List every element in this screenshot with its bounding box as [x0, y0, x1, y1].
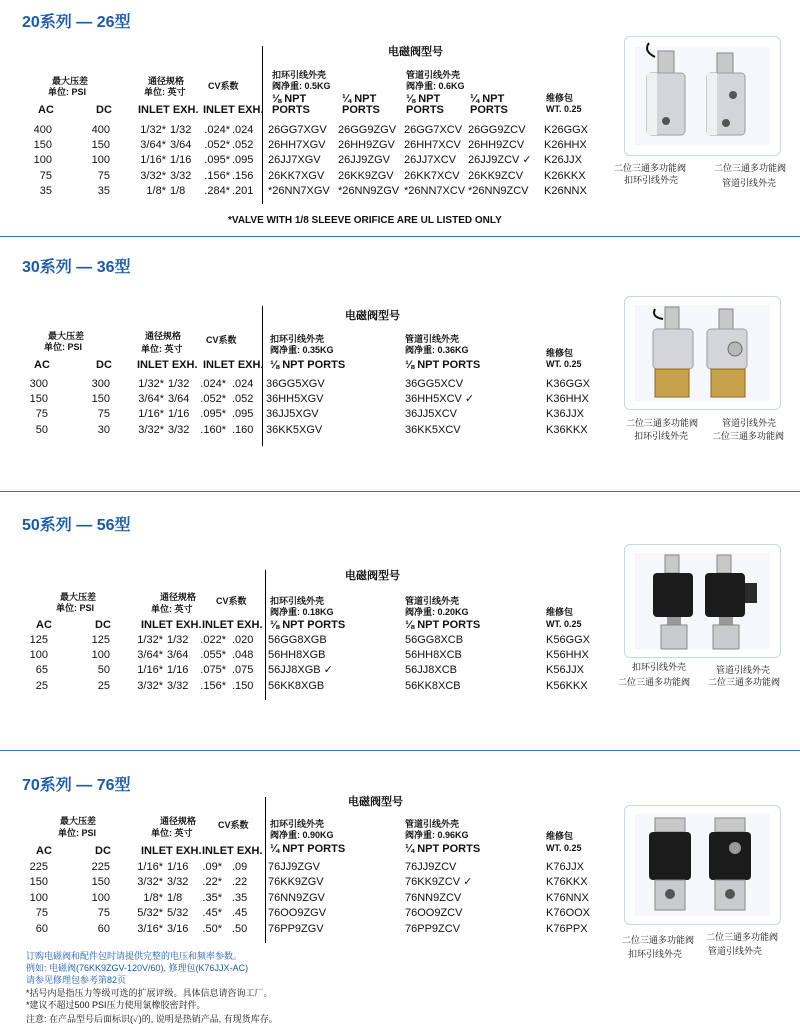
table-cell: 75 [97, 169, 110, 182]
table-cell: .150 [232, 679, 254, 692]
table-cell: K26GGX [544, 124, 589, 136]
table-cell: 26HH9ZCV [468, 139, 525, 152]
table-cell: 1/32* [137, 634, 163, 646]
table-cell: 26KK9ZCV [468, 169, 524, 182]
kit-label: 维修包 [546, 607, 574, 617]
table-cell: 26GG9ZCV [468, 124, 526, 136]
valve-photo [624, 544, 781, 658]
footer-note: 例如: 电磁阀(76KK9ZGV-120V/60), 修理包(K76JJX-AC) [26, 963, 249, 973]
table-cell: .09 [232, 861, 248, 873]
table-cell: 76NN9ZGV [268, 891, 325, 904]
photo-caption: 二位三通多功能阀 [712, 431, 785, 441]
table-cell: .35* [202, 891, 222, 904]
table-cell: 3/32* [137, 679, 163, 692]
cv-label: CV系数 [208, 81, 239, 91]
table-cell: 36GG5XGV [266, 378, 325, 390]
table-cell: 56JJ8XCB [405, 664, 457, 677]
table-cell: 3/16* [137, 922, 163, 935]
max-pressure-label: 最大压差 [60, 816, 97, 826]
table-cell: 26HH9ZGV [338, 139, 395, 152]
table-cell: 225 [29, 861, 48, 873]
port-unit-label: 单位: 英寸 [151, 604, 193, 614]
table-cell: 3/32* [137, 876, 163, 889]
table-cell: K56KKX [546, 679, 588, 692]
colA-weight: 阀净重: 0.35KG [270, 345, 334, 355]
table-cell: 100 [91, 649, 110, 662]
dc-header: DC [95, 619, 111, 631]
table-cell: K76OOX [546, 907, 591, 920]
table-cell: 26KK7XGV [268, 169, 325, 182]
table-cell: 76KK9ZGV [268, 876, 324, 889]
table-cell: 76KK9ZCV ✓ [405, 876, 473, 889]
table-cell: .052* [200, 393, 226, 406]
table-cell: 56GG8XCB [405, 634, 464, 646]
table-cell: 25 [35, 679, 48, 692]
table-cell: 1/16 [167, 664, 189, 677]
kit-label: 维修包 [546, 831, 574, 841]
dc-header: DC [96, 104, 112, 116]
kit-weight: WT. 0.25 [546, 104, 582, 114]
table-cell: 26JJ7XCV [404, 154, 456, 167]
section-separator [0, 750, 800, 751]
colC-ports: ⅛ NPT PORTS [405, 619, 481, 631]
port-spec-label: 通径规格 [148, 76, 185, 86]
footer-note: 订购电磁阀和配件包时请提供完整的电压和频率参数。 [26, 951, 243, 961]
port-spec-label: 通径规格 [145, 331, 182, 341]
ac-header: AC [36, 619, 52, 631]
table-cell: 25 [97, 679, 110, 692]
photo-caption: 二位三通多功能阀 [618, 677, 691, 687]
table-cell: .052* [204, 139, 230, 152]
table-cell: 100 [91, 891, 110, 904]
kit-label: 维修包 [546, 348, 574, 358]
table-cell: 35 [39, 184, 52, 197]
photo-caption: 管道引线外壳 [708, 946, 763, 956]
table-cell: K76NNX [546, 891, 589, 904]
table-cell: .22* [202, 876, 222, 889]
table-cell: 1/32 [167, 634, 189, 646]
ac-header: AC [36, 845, 52, 857]
table-cell: 56GG8XGB [268, 634, 327, 646]
table-cell: .024 [232, 378, 254, 390]
table-cell: K56HHX [546, 649, 589, 662]
table-cell: 3/32* [140, 169, 166, 182]
colD-ports: PORTS [470, 104, 508, 116]
table-cell: 1/32 [170, 124, 192, 136]
table-cell: 150 [29, 393, 48, 406]
table-cell: .22 [232, 876, 248, 889]
colC-label: 管道引线外壳 [405, 596, 460, 606]
max-pressure-label: 最大压差 [48, 331, 85, 341]
kit-label: 维修包 [546, 93, 574, 103]
table-cell: .052 [232, 139, 254, 152]
table-cell: 56KK8XGB [268, 679, 325, 692]
table-cell: 56KK8XCB [405, 679, 461, 692]
table-cell: 150 [33, 139, 52, 152]
table-cell: .095 [232, 154, 254, 167]
table-cell: 75 [97, 408, 110, 421]
footer-note: 请参见修理包参考第82页 [26, 975, 127, 985]
table-cell: 36JJ5XCV [405, 408, 457, 421]
colA-ports: PORTS [272, 104, 310, 116]
max-pressure-label: 最大压差 [52, 76, 89, 86]
table-cell: 100 [33, 154, 52, 167]
table-cell: 150 [29, 876, 48, 889]
table-divider [265, 570, 266, 700]
ac-header: AC [38, 104, 54, 116]
table-cell: 76OO9ZGV [268, 907, 327, 920]
colA-label: 扣环引线外壳 [272, 70, 327, 80]
photo-caption: 二位三通多功能阀 [626, 418, 699, 428]
table-cell: .048 [232, 649, 254, 662]
unit-label: 单位: PSI [56, 603, 95, 613]
photo-caption: 二位三通多功能阀 [622, 935, 695, 945]
table-cell: .156 [232, 169, 254, 182]
table-cell: K56GGX [546, 634, 591, 646]
valve-photo [624, 805, 781, 925]
colC-weight: 阀净重: 0.36KG [405, 345, 469, 355]
colC-ports: ¼ NPT PORTS [405, 843, 481, 855]
table-cell: 100 [91, 154, 110, 167]
table-cell: 3/64 [170, 139, 192, 152]
table-cell: 3/64* [140, 139, 166, 152]
table-cell: .075* [200, 664, 226, 677]
table-cell: K56JJX [546, 664, 584, 677]
colA-ports: ⅛ NPT [272, 93, 307, 105]
table-cell: K36HHX [546, 393, 589, 406]
table-cell: 26KK7XCV [404, 169, 460, 182]
table-cell: 1/16* [138, 408, 164, 421]
section-title-50: 50系列 — 56型 [22, 517, 131, 534]
table-cell: 100 [29, 649, 48, 662]
table-cell: 3/32* [138, 423, 164, 436]
table-cell: K26KKX [544, 169, 586, 182]
colA-label: 扣环引线外壳 [270, 596, 325, 606]
table-divider [262, 46, 263, 204]
table-cell: .160 [232, 423, 254, 436]
colC-label: 管道引线外壳 [405, 819, 460, 829]
table-cell: K36KKX [546, 423, 588, 436]
colA-ports: ⅛ NPT PORTS [270, 359, 346, 371]
table-cell: 76PP9ZCV [405, 922, 461, 935]
table-cell: 36HH5XCV ✓ [405, 393, 475, 406]
colC-weight: 阀净重: 0.6KG [406, 81, 465, 91]
table-cell: 75 [39, 169, 52, 182]
inlet-exh-header: INLET EXH. [141, 845, 202, 857]
table-cell: 150 [91, 139, 110, 152]
table-cell: 26JJ7XGV [268, 154, 321, 167]
table-cell: 36JJ5XGV [266, 408, 319, 421]
cv-label: CV系数 [216, 596, 247, 606]
table-cell: K26HHX [544, 139, 587, 152]
table-cell: 26JJ9ZGV [338, 154, 390, 167]
table-divider [265, 797, 266, 943]
table-cell: 100 [29, 891, 48, 904]
table-cell: .156* [204, 169, 230, 182]
table-cell: 76PP9ZGV [268, 922, 324, 935]
table-cell: 1/32 [168, 378, 190, 390]
table-cell: 5/32 [167, 907, 189, 920]
table-cell: 75 [35, 408, 48, 421]
table-divider [262, 306, 263, 446]
cv-label: CV系数 [206, 335, 237, 345]
photo-caption: 扣环引线外壳 [632, 662, 687, 672]
photo-caption: 二位三通多功能阀 [614, 163, 687, 173]
table-cell: .50* [202, 922, 222, 935]
inlet-exh-header: INLET EXH. [138, 104, 199, 116]
table-cell: 150 [91, 393, 110, 406]
table-cell: 1/32* [140, 124, 166, 136]
model-title: 电磁阀型号 [345, 570, 400, 582]
table-cell: 50 [35, 423, 48, 436]
table-cell: .055* [200, 649, 226, 662]
port-unit-label: 单位: 英寸 [141, 344, 183, 354]
table-cell: K26JJX [544, 154, 582, 167]
table-cell: 35 [97, 184, 110, 197]
table-cell: 75 [35, 907, 48, 920]
table-cell: 125 [91, 634, 110, 646]
table-cell: 3/32 [170, 169, 192, 182]
colA-label: 扣环引线外壳 [270, 334, 325, 344]
table-cell: .052 [232, 393, 254, 406]
dc-header: DC [95, 845, 111, 857]
table-cell: K76KKX [546, 876, 588, 889]
table-cell: 30 [97, 423, 110, 436]
table-cell: 76OO9ZCV [405, 907, 463, 920]
table-cell: 1/8* [146, 184, 166, 197]
port-unit-label: 单位: 英寸 [151, 828, 193, 838]
colA-weight: 阀净重: 0.90KG [270, 830, 334, 840]
unit-label: 单位: PSI [48, 87, 87, 97]
model-title: 电磁阀型号 [348, 796, 403, 808]
table-cell: 3/64 [167, 649, 189, 662]
table-cell: .50 [232, 922, 248, 935]
table-cell: 56HH8XCB [405, 649, 462, 662]
unit-label: 单位: PSI [58, 828, 97, 838]
model-title: 电磁阀型号 [345, 310, 400, 322]
port-spec-label: 通径规格 [160, 816, 197, 826]
valve-photo [624, 36, 781, 156]
table-cell: 26KK9ZGV [338, 169, 394, 182]
table-cell: K76JJX [546, 861, 584, 873]
colD-ports: ¼ NPT [470, 93, 505, 105]
kit-weight: WT. 0.25 [546, 619, 582, 629]
ul-note: *VALVE WITH 1/8 SLEEVE ORIFICE ARE UL LISTED ONLY [228, 215, 502, 226]
ac-header: AC [34, 359, 50, 371]
valve-photo [624, 296, 781, 410]
colA-label: 扣环引线外壳 [270, 819, 325, 829]
kit-weight: WT. 0.25 [546, 359, 582, 369]
inlet-exh-header: INLET EXH. [141, 619, 202, 631]
model-title: 电磁阀型号 [388, 46, 443, 58]
table-cell: 60 [97, 922, 110, 935]
table-cell: 300 [91, 378, 110, 390]
section-separator [0, 236, 800, 237]
colC-label: 管道引线外壳 [406, 70, 461, 80]
colC-ports: PORTS [406, 104, 444, 116]
table-cell: *26NN9ZGV [338, 184, 400, 197]
colC-ports: ⅛ NPT [406, 93, 441, 105]
colB-ports: ¼ NPT [342, 93, 377, 105]
dc-header: DC [96, 359, 112, 371]
photo-caption: 扣环引线外壳 [624, 175, 679, 185]
table-cell: 76JJ9ZGV [268, 861, 320, 873]
section-title-70: 70系列 — 76型 [22, 777, 131, 794]
table-cell: 50 [97, 664, 110, 677]
table-cell: .45* [202, 907, 222, 920]
table-cell: .095 [232, 408, 254, 421]
photo-caption: 管道引线外壳 [716, 665, 771, 675]
table-cell: .024* [204, 124, 230, 136]
table-cell: 300 [29, 378, 48, 390]
cv-inlet-exh-header: INLET EXH. [203, 104, 264, 116]
table-cell: 75 [97, 907, 110, 920]
table-cell: 60 [35, 922, 48, 935]
table-cell: 400 [91, 124, 110, 136]
table-cell: 26JJ9ZCV ✓ [468, 154, 532, 167]
table-cell: 225 [91, 861, 110, 873]
section-title-30: 30系列 — 36型 [22, 259, 131, 276]
colA-ports: ¼ NPT PORTS [270, 843, 346, 855]
table-cell: 36KK5XGV [266, 423, 323, 436]
table-cell: 3/16 [167, 922, 189, 935]
colC-label: 管道引线外壳 [405, 334, 460, 344]
footer-note: *括号内是指压力等级可选的扩展评级。具体信息请咨询工厂。 [26, 988, 273, 998]
table-cell: 1/16* [137, 664, 163, 677]
table-cell: K26NNX [544, 184, 587, 197]
kit-weight: WT. 0.25 [546, 843, 582, 853]
table-cell: 26HH7XCV [404, 139, 461, 152]
photo-caption: 二位三通多功能阀 [714, 163, 787, 173]
table-cell: 400 [33, 124, 52, 136]
table-cell: 1/16 [167, 861, 189, 873]
section-title-20: 20系列 — 26型 [22, 14, 131, 31]
table-cell: 1/32* [138, 378, 164, 390]
colB-ports: PORTS [342, 104, 380, 116]
port-unit-label: 单位: 英寸 [144, 87, 186, 97]
photo-caption: 管道引线外壳 [722, 178, 777, 188]
table-cell: 3/32 [168, 423, 190, 436]
table-cell: .45 [232, 907, 248, 920]
table-cell: 5/32* [137, 907, 163, 920]
table-cell: 1/16 [168, 408, 190, 421]
port-spec-label: 通径规格 [160, 592, 197, 602]
photo-caption: 扣环引线外壳 [634, 431, 689, 441]
table-cell: .095* [200, 408, 226, 421]
table-cell: .022* [200, 634, 226, 646]
table-cell: K36JJX [546, 408, 584, 421]
table-cell: 3/32 [167, 679, 189, 692]
table-cell: 76NN9ZCV [405, 891, 462, 904]
table-cell: 1/16* [140, 154, 166, 167]
table-cell: 3/64 [168, 393, 190, 406]
section-separator [0, 491, 800, 492]
table-cell: 3/32 [167, 876, 189, 889]
cv-label: CV系数 [218, 820, 249, 830]
table-cell: 3/64* [138, 393, 164, 406]
table-cell: 36GG5XCV [405, 378, 464, 390]
table-cell: 1/16 [170, 154, 192, 167]
photo-caption: 二位三通多功能阀 [708, 677, 781, 687]
photo-caption: 管道引线外壳 [722, 418, 777, 428]
photo-caption: 二位三通多功能阀 [706, 932, 779, 942]
table-cell: *26NN9ZCV [468, 184, 529, 197]
table-cell: 1/8 [170, 184, 186, 197]
table-cell: 26GG7XGV [268, 124, 327, 136]
table-cell: .201 [232, 184, 254, 197]
table-cell: K76PPX [546, 922, 588, 935]
table-cell: K36GGX [546, 378, 591, 390]
table-cell: .160* [200, 423, 226, 436]
table-cell: 26HH7XGV [268, 139, 326, 152]
table-cell: 36HH5XGV [266, 393, 324, 406]
colA-weight: 阀净重: 0.5KG [272, 81, 331, 91]
table-cell: .09* [202, 861, 222, 873]
cv-inlet-exh-header: INLET EXH. [202, 845, 263, 857]
table-cell: 150 [91, 876, 110, 889]
table-cell: *26NN7XCV [404, 184, 466, 197]
table-cell: 56JJ8XGB ✓ [268, 664, 333, 677]
table-cell: 65 [35, 664, 48, 677]
table-cell: 125 [29, 634, 48, 646]
colC-weight: 阀净重: 0.20KG [405, 607, 469, 617]
table-cell: .024* [200, 378, 226, 390]
cv-inlet-exh-header: INLET EXH. [203, 359, 264, 371]
table-cell: 1/8* [143, 891, 163, 904]
footer-note: *建议不超过500 PSI压力使用氯橡胶密封件。 [26, 1000, 206, 1010]
footer-note: 注意: 在产品型号后面标识(✓)的, 说明是热销产品, 有现货库存。 [26, 1014, 278, 1024]
table-cell: *26NN7XGV [268, 184, 330, 197]
table-cell: .284* [204, 184, 230, 197]
table-cell: .075 [232, 664, 254, 677]
table-cell: 1/16* [137, 861, 163, 873]
max-pressure-label: 最大压差 [60, 592, 97, 602]
table-cell: 76JJ9ZCV [405, 861, 457, 873]
colC-ports: ⅛ NPT PORTS [405, 359, 481, 371]
photo-caption: 扣环引线外壳 [628, 949, 683, 959]
table-cell: .095* [204, 154, 230, 167]
table-cell: .020 [232, 634, 254, 646]
inlet-exh-header: INLET EXH. [137, 359, 198, 371]
table-cell: 36KK5XCV [405, 423, 461, 436]
unit-label: 单位: PSI [44, 342, 83, 352]
cv-inlet-exh-header: INLET EXH. [202, 619, 263, 631]
table-cell: 3/64* [137, 649, 163, 662]
table-cell: .156* [200, 679, 226, 692]
table-cell: 26GG7XCV [404, 124, 463, 136]
colA-ports: ⅛ NPT PORTS [270, 619, 346, 631]
table-cell: .35 [232, 891, 248, 904]
table-cell: .024 [232, 124, 254, 136]
table-cell: 56HH8XGB [268, 649, 326, 662]
colA-weight: 阀净重: 0.18KG [270, 607, 334, 617]
table-cell: 26GG9ZGV [338, 124, 397, 136]
table-cell: 1/8 [167, 891, 183, 904]
colC-weight: 阀净重: 0.96KG [405, 830, 469, 840]
